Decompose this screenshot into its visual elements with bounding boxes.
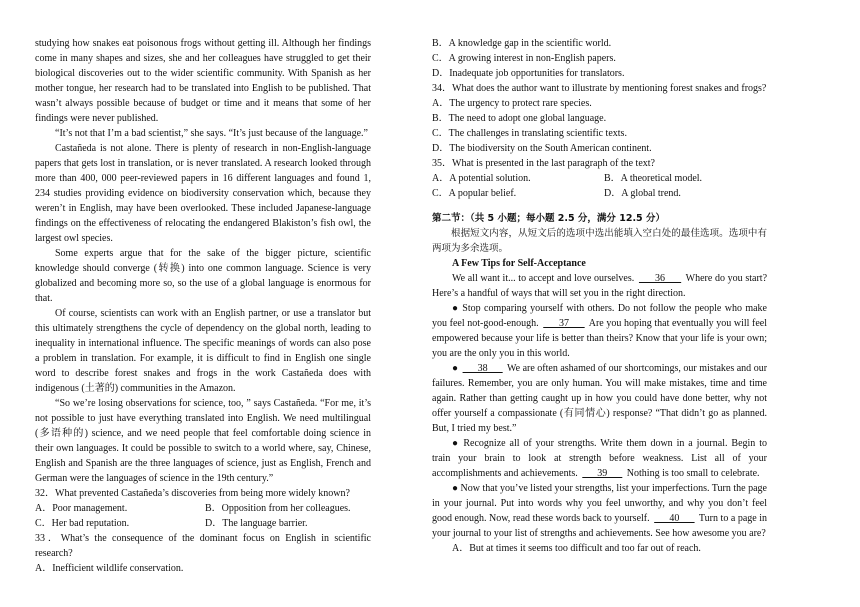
option-b: B．A knowledge gap in the scientific world. (432, 38, 612, 49)
option-c: C．A popular belief. (432, 188, 517, 199)
blank-37[interactable]: 37 (543, 318, 585, 329)
passage-paragraph: ● Now that you’ve listed your strengths, list your imperfections. Turn the page in your journal. Put into words why you feel unworthy, and why you don’t feel good enough. Now, read these words back to yourself. 40 Turn to a page in your journal to your list of strengths and achievements. See how awesome you are? (432, 483, 768, 539)
section-instructions: 根据短文内容，从短文后的选项中选出能填入空白处的最佳选项。选项中有两项为多余选项。 (432, 228, 767, 254)
passage-paragraph: studying how snakes eat poisonous frogs without getting ill. Although her findings come in many shapes and sizes, she and her colleagues have struggled to get their biological discoveries out to the wider scientific community. With Spanish as her mother tongue, her research had to be translated into English to be published. That wasn’t always possible because of budget or time and it means that some of her findings were never published. (35, 38, 371, 124)
option-d: D．Inadequate job opportunities for translators. (432, 68, 625, 79)
option-a: A．Inefficient wildlife conservation. (35, 563, 184, 574)
passage-paragraph: ● 38 We are often ashamed of our shortcomings, our mistakes and our failures. Remember, you are only human. You will make mistakes, time and time again. Rather than getting caught up in how you could have done better, why not offer yourself a compassionate (有同情心) response? “That didn’t go as planned. But, I tried my best.” (432, 363, 768, 434)
passage-paragraph: Some experts argue that for the sake of the bigger picture, scientific knowledge should converge (转换) into one common language. Science is very globalized and becoming more so, so the use of a global language is enormous for that. (35, 248, 371, 304)
option-d: D．The language barrier. (205, 518, 308, 529)
question-35: 35．What is presented in the last paragraph of the text? (432, 158, 655, 169)
blank-36[interactable]: 36 (638, 273, 682, 284)
passage-paragraph: “So we’re losing observations for science, too, ” says Castañeda. “For me, it’s not possible to just have everything translated into English. We need multilingual (多语种的) science, and we need people that feel comfortable doing science in their own languages. It could be possible to switch to a world where, say, Chinese, English and Spanish are the three languages of science, just as English, French and German were the languages of science in the 19th century.” (35, 398, 371, 484)
option-d: D．The biodiversity on the South American continent. (432, 143, 652, 154)
option-a: A．A potential solution. (432, 173, 531, 184)
question-35-options-row1 (432, 171, 767, 186)
blank-39[interactable]: 39 (582, 468, 623, 479)
option-c: C．Her bad reputation. (35, 518, 130, 529)
option-a: A．Poor management. (35, 503, 128, 514)
option-b: B．The need to adopt one global language. (432, 113, 607, 124)
option-a: A．But at times it seems too difficult and too far out of reach. (452, 543, 701, 554)
option-c: C．A growing interest in non-English papers. (432, 53, 616, 64)
passage-paragraph: We all want it... to accept and love ourselves. 36 Where do you start? Here’s a handful of ways that will set you in the right direction. (432, 273, 768, 299)
passage-paragraph: “It’s not that I’m a bad scientist,” she says. “It’s just because of the language.” (55, 128, 368, 139)
question-34: 34．What does the author want to illustrate by mentioning forest snakes and frogs? (432, 83, 767, 94)
question-32-options-row2 (35, 516, 371, 531)
left-column (35, 36, 371, 576)
section-heading: 第二节：（共 5 小题；每小题 2.5 分，满分 12.5 分） (432, 213, 665, 224)
question-32: 32．What prevented Castañeda’s discoveries from being more widely known? (35, 488, 350, 499)
blank-40[interactable]: 40 (654, 513, 695, 524)
passage-paragraph: ● Stop comparing yourself with others. Do not follow the people who make you feel not-good-enough. 37 Are you hoping that eventually you will feel empowered because your life is better than theirs? Know that your life is your own; you are the only you in this world. (432, 303, 768, 359)
question-35-options-row2 (432, 186, 767, 201)
question-33: 33．What’s the consequence of the dominant focus on English in scientific research? (35, 533, 371, 559)
question-32-options-row1 (35, 501, 371, 516)
option-b: B．A theoretical model. (604, 173, 703, 184)
option-d: D．A global trend. (604, 188, 681, 199)
option-b: B．Opposition from her colleagues. (205, 503, 351, 514)
passage-paragraph: Castañeda is not alone. There is plenty of research in non-English-language papers that gets lost in translation, or is never translated. A research looked through more than 400, 000 peer-reviewed papers in 16 different languages and found 1, 234 studies providing evidence on biodiversity conservation which, because they weren’t in English, may have been overlooked. These included Japanese-language findings on the effectiveness of relocating the endangered Blakiston’s fish owl, the largest owl species. (35, 143, 371, 244)
passage-paragraph: Of course, scientists can work with an English partner, or use a translator but this ultimately strengthens the cycle of dependency on the global north, leading to inequality in international influence. The specific meanings of words can also pose a problem in translation. For example, it is difficult to find in English one single word to describe forest snakes and frogs in the work Castañeda does with indigenous (土著的) communities in the Amazon. (35, 308, 371, 394)
blank-38[interactable]: 38 (462, 363, 503, 374)
option-a: A．The urgency to protect rare species. (432, 98, 592, 109)
passage-title: A Few Tips for Self-Acceptance (452, 258, 586, 269)
passage-paragraph: ● Recognize all of your strengths. Write them down in a journal. Begin to train your brain to look at strength before weakness. List all of your accomplishments and achievements. 39 Nothing is too small to celebrate. (432, 438, 767, 479)
option-c: C．The challenges in translating scientific texts. (432, 128, 627, 139)
right-column (432, 36, 767, 556)
